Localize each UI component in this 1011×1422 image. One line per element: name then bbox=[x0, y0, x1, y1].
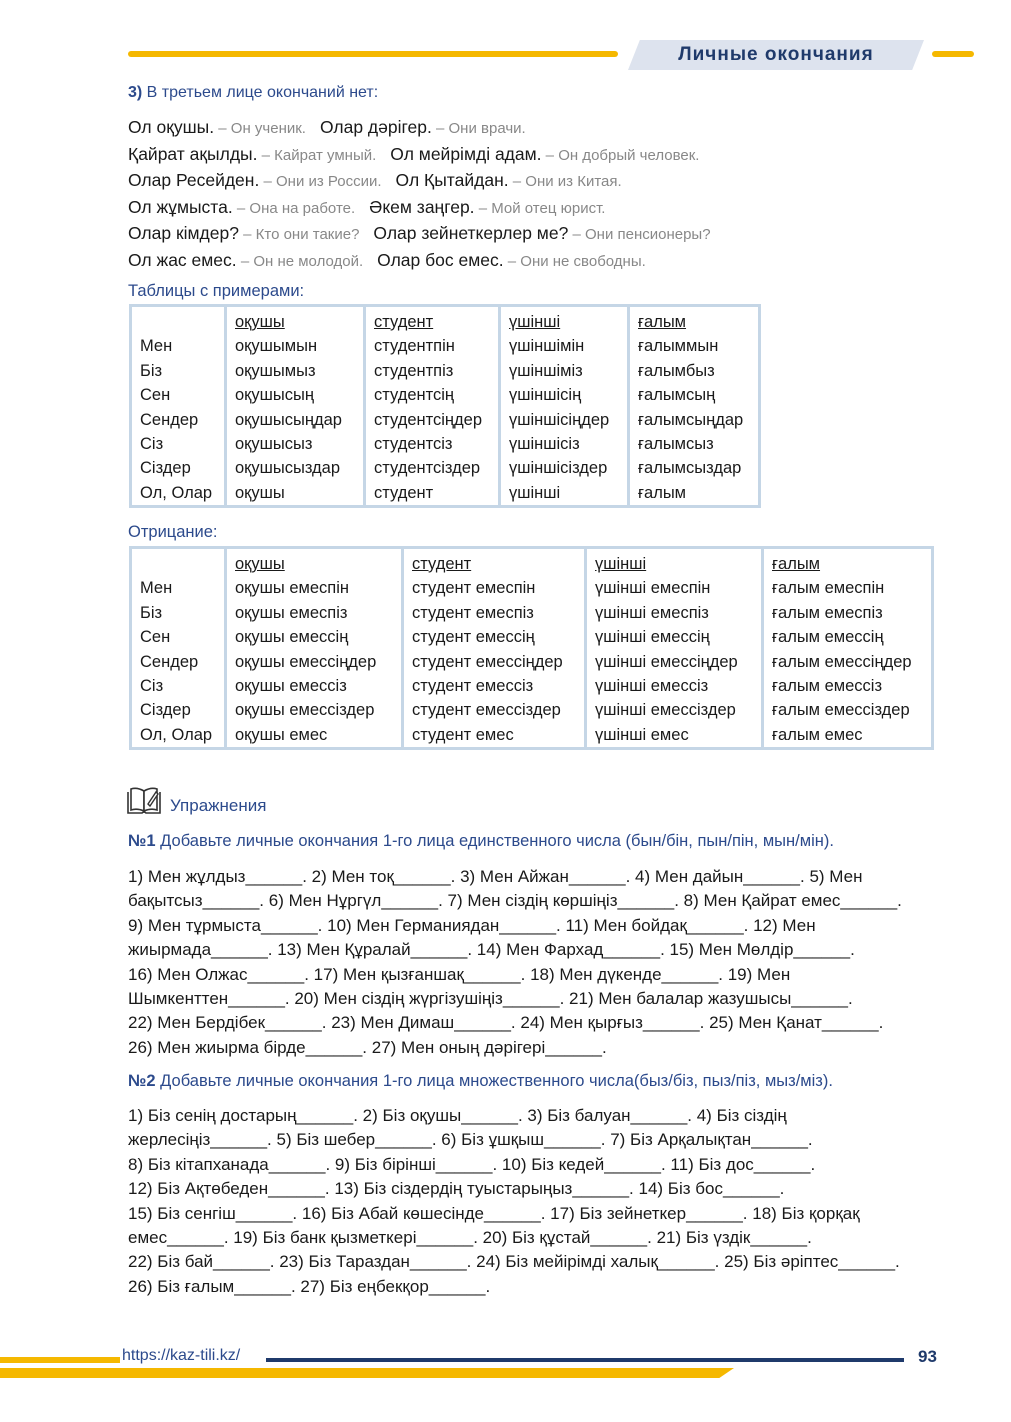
table-cell: студентсіздер bbox=[374, 459, 481, 478]
table-cell: Біз bbox=[140, 361, 163, 380]
table-cell: оқушы bbox=[235, 483, 285, 502]
table-cell: студентпін bbox=[374, 337, 455, 356]
table-cell: ғалым емес bbox=[772, 725, 863, 744]
column-header: оқушы bbox=[235, 313, 285, 331]
exercise-line: 9) Мен тұрмыста______. 10) Мен Германиядан______. 11) Мен бойдақ______. 12) Мен bbox=[128, 915, 816, 935]
table-cell: студентсіңдер bbox=[374, 410, 482, 429]
table-cell: студент емессің bbox=[412, 628, 535, 647]
negation-table bbox=[129, 546, 934, 750]
example-kz: Ол жұмыста. bbox=[128, 197, 233, 217]
word-column bbox=[763, 548, 933, 749]
table-cell: Біз bbox=[140, 603, 163, 622]
exercise-line: 22) Біз бай______. 23) Біз Тараздан______. 24) Біз мейірімді халық______. 25) Біз әріптес______. bbox=[128, 1252, 900, 1272]
task2-body bbox=[128, 1104, 928, 1299]
book-pencil-icon bbox=[126, 786, 162, 816]
exercises-title: Упражнения bbox=[170, 796, 267, 815]
example-kz: Олар дәрігер. bbox=[319, 117, 432, 137]
conjugation-table bbox=[129, 304, 761, 508]
task-number: №1 bbox=[128, 832, 156, 850]
table-cell: Сіз bbox=[140, 676, 164, 695]
table-cell: Сіздер bbox=[140, 459, 191, 478]
exercise-line: Шымкенттен______. 20) Мен сіздің жүргізушіңіз______. 21) Мен балалар жазушысы______. bbox=[128, 989, 853, 1009]
word-column bbox=[403, 548, 586, 749]
example-ru: – Он не молодой. bbox=[236, 253, 364, 270]
table-cell: Ол, Олар bbox=[140, 483, 213, 502]
example-kz: Олар кімдер? bbox=[128, 223, 239, 243]
table-cell: Сендер bbox=[140, 652, 199, 671]
table-cell: студентпіз bbox=[374, 361, 454, 380]
exercise-line: 16) Мен Олжас______. 17) Мен қызғаншақ______. 18) Мен дүкенде______. 19) Мен bbox=[128, 964, 791, 984]
example-line bbox=[128, 220, 711, 248]
word-column bbox=[500, 306, 629, 507]
table-cell: оқушы емессіздер bbox=[235, 701, 375, 720]
header-accent-line bbox=[128, 51, 618, 57]
table-cell: ғалым bbox=[638, 483, 687, 502]
table1-caption: Таблицы с примерами: bbox=[128, 282, 305, 300]
example-kz: Олар бос емес. bbox=[377, 250, 504, 270]
table-cell: оқушысың bbox=[235, 386, 314, 405]
example-line bbox=[128, 167, 622, 195]
table-cell: үшіншімін bbox=[509, 337, 585, 356]
task-text: Добавьте личные окончания 1-го лица множественного числа(быз/біз, пыз/піз, мыз/міз). bbox=[155, 1072, 833, 1090]
table-cell: оқушысыңдар bbox=[235, 410, 342, 429]
table-cell: оқушымын bbox=[235, 337, 318, 356]
example-kz: Ол жас емес. bbox=[128, 250, 237, 270]
table-cell: Мен bbox=[140, 337, 173, 356]
exercise-line: 1) Мен жұлдыз______. 2) Мен тоқ______. 3) Мен Айжан______. 4) Мен дайын______. 5) Мен bbox=[128, 867, 863, 886]
example-ru: – Мой отец юрист. bbox=[474, 200, 606, 217]
example-line bbox=[128, 114, 526, 142]
table-cell: студент емессіңдер bbox=[412, 652, 563, 671]
table-cell: оқушымыз bbox=[235, 361, 316, 380]
example-kz: Ол оқушы. bbox=[128, 117, 215, 137]
table2-caption: Отрицание: bbox=[128, 523, 218, 541]
example-ru: – Они пенсионеры? bbox=[568, 226, 711, 243]
example-kz: Қайрат ақылды. bbox=[128, 144, 258, 164]
example-kz: Ол мейрімді адам. bbox=[390, 144, 542, 164]
column-header: студент bbox=[374, 313, 434, 331]
table-cell: үшінші емеспіз bbox=[595, 603, 709, 622]
column-header: ғалым bbox=[638, 313, 687, 331]
exercise-line: жерлесіңіз______. 5) Біз шебер______. 6) Біз ұшқыш______. 7) Біз Арқалықтан______. bbox=[128, 1130, 813, 1150]
header-accent-tail bbox=[932, 51, 974, 57]
exercise-line: жиырмада______. 13) Мен Құралай______. 14) Мен Фархад______. 15) Мен Мөлдір______. bbox=[128, 940, 855, 960]
table-cell: үшіншісің bbox=[509, 386, 582, 405]
task1-heading bbox=[128, 832, 834, 851]
page-title: Личные окончания bbox=[678, 44, 874, 65]
example-line bbox=[128, 247, 646, 275]
example-line bbox=[128, 194, 605, 222]
table-cell: оқушы емеспіз bbox=[235, 603, 348, 622]
example-line bbox=[128, 141, 699, 169]
table-cell: үшіншісіз bbox=[509, 434, 580, 453]
table-cell: студент емессіз bbox=[412, 676, 534, 695]
exercise-line: 1) Біз сенің достарың______. 2) Біз оқушы______. 3) Біз балуан______. 4) Біз сіздің bbox=[128, 1106, 787, 1125]
exercise-line: 26) Мен жиырма бірде______. 27) Мен оның дәрігері______. bbox=[128, 1037, 607, 1057]
table-cell: үшінші емессіздер bbox=[595, 701, 736, 720]
column-header: ғалым bbox=[772, 555, 821, 573]
table-cell: ғалым емессіздер bbox=[772, 701, 910, 720]
table-cell: үшінші емессіз bbox=[595, 676, 709, 695]
footer-accent-bar bbox=[0, 1368, 734, 1378]
table-cell: ғалым емеспін bbox=[772, 579, 885, 598]
example-ru: – Он добрый человек. bbox=[541, 147, 700, 164]
table-cell: Ол, Олар bbox=[140, 725, 213, 744]
table-cell: студент емеспін bbox=[412, 579, 536, 598]
word-column bbox=[226, 548, 403, 749]
example-ru: – Они из России. bbox=[259, 173, 382, 190]
example-kz: Олар Ресейден. bbox=[128, 170, 260, 190]
table-cell: оқушысыздар bbox=[235, 459, 341, 478]
exercise-line: 8) Біз кітапханада______. 9) Біз бірінші______. 10) Біз кедей______. 11) Біз дос______. bbox=[128, 1154, 816, 1174]
table-cell: оқушы емеспін bbox=[235, 579, 349, 598]
exercise-line: 26) Біз ғалым______. 27) Біз еңбекқор______. bbox=[128, 1276, 491, 1296]
table-cell: ғалым емессің bbox=[772, 628, 884, 647]
table-cell: Сіз bbox=[140, 434, 164, 453]
example-ru: – Кайрат умный. bbox=[257, 147, 377, 164]
section-number: 3) bbox=[128, 84, 143, 101]
example-ru: – Они врачи. bbox=[431, 120, 526, 137]
table-cell: Сіздер bbox=[140, 701, 191, 720]
task2-heading bbox=[128, 1072, 833, 1091]
table-cell: студентсің bbox=[374, 386, 455, 405]
table-cell: үшінші bbox=[509, 483, 561, 502]
table-cell: оқушы емес bbox=[235, 725, 328, 744]
table-cell: ғалым емессіз bbox=[772, 676, 883, 695]
pronoun-column bbox=[131, 548, 226, 749]
column-header: оқушы bbox=[235, 555, 285, 573]
table-cell: ғалым емеспіз bbox=[772, 603, 883, 622]
table-cell: ғалымсыңдар bbox=[638, 410, 744, 429]
example-kz: Әкем заңгер. bbox=[369, 197, 475, 217]
table-cell: үшінші емессіңдер bbox=[595, 652, 738, 671]
example-kz: Ол Қытайдан. bbox=[395, 170, 509, 190]
table-cell: үшіншісіңдер bbox=[509, 410, 610, 429]
pronoun-column bbox=[131, 306, 226, 507]
example-ru: – Кто они такие? bbox=[238, 226, 360, 243]
exercise-line: емес______. 19) Біз банк қызметкері______. 20) Біз құстай______. 21) Біз үздік______. bbox=[128, 1228, 812, 1248]
table-cell: оқушы емессіңдер bbox=[235, 652, 377, 671]
word-column bbox=[586, 548, 763, 749]
column-header: студент bbox=[412, 555, 472, 573]
table-cell: оқушы емессің bbox=[235, 628, 349, 647]
table-cell: оқушы емессіз bbox=[235, 676, 347, 695]
footer-rule bbox=[266, 1358, 904, 1362]
table-cell: студент емеспіз bbox=[412, 603, 534, 622]
table-cell: Мен bbox=[140, 579, 173, 598]
table-cell: ғалыммын bbox=[638, 337, 719, 356]
word-column bbox=[365, 306, 500, 507]
word-column bbox=[629, 306, 760, 507]
example-kz: Олар зейнеткерлер ме? bbox=[373, 223, 569, 243]
table-cell: үшінші емес bbox=[595, 725, 689, 744]
table-cell: студент емессіздер bbox=[412, 701, 561, 720]
table-cell: ғалымсыздар bbox=[638, 459, 742, 478]
table-cell: ғалым емессіңдер bbox=[772, 652, 912, 671]
table-cell: Сен bbox=[140, 386, 171, 405]
exercise-line: 22) Мен Бердібек______. 23) Мен Димаш______. 24) Мен қырғыз______. 25) Мен Қанат______. bbox=[128, 1013, 884, 1033]
page-number: 93 bbox=[918, 1347, 937, 1366]
footer-link[interactable]: https://kaz-tili.kz/ bbox=[122, 1347, 241, 1364]
task-number: №2 bbox=[128, 1072, 156, 1090]
table-cell: студент bbox=[374, 483, 434, 502]
table-cell: үшіншісіздер bbox=[509, 459, 608, 478]
column-header: үшінші bbox=[509, 313, 561, 331]
exercise-line: бақытсыз______. 6) Мен Нұргүл______. 7) Мен сіздің көршіңіз______. 8) Мен Қайрат емес______. bbox=[128, 891, 902, 911]
table-cell: ғалымбыз bbox=[638, 361, 715, 380]
section-text: В третьем лице окончаний нет: bbox=[142, 84, 379, 101]
table-cell: ғалымсың bbox=[638, 386, 716, 405]
table-cell: студент емес bbox=[412, 725, 514, 744]
table-cell: Сендер bbox=[140, 410, 199, 429]
table-cell: үшіншіміз bbox=[509, 361, 583, 380]
footer-accent-left bbox=[0, 1357, 120, 1363]
table-cell: үшінші емессің bbox=[595, 628, 710, 647]
example-ru: – Она на работе. bbox=[232, 200, 356, 217]
table-cell: Сен bbox=[140, 628, 171, 647]
column-header: үшінші bbox=[595, 555, 647, 573]
table-cell: ғалымсыз bbox=[638, 434, 714, 453]
task-text: Добавьте личные окончания 1-го лица единственного числа (бын/бін, пын/пін, мын/мін). bbox=[155, 832, 834, 850]
table-cell: үшінші емеспін bbox=[595, 579, 711, 598]
word-column bbox=[226, 306, 365, 507]
table-cell: студентсіз bbox=[374, 434, 453, 453]
task1-body bbox=[128, 865, 928, 1060]
example-ru: – Они не свободны. bbox=[503, 253, 646, 270]
section-heading bbox=[128, 84, 378, 102]
table-cell: оқушысыз bbox=[235, 434, 313, 453]
exercise-line: 15) Біз сенгіш______. 16) Біз Абай көшесінде______. 17) Біз зейнеткер______. 18) Біз қорқақ bbox=[128, 1203, 860, 1223]
example-ru: – Они из Китая. bbox=[508, 173, 622, 190]
example-ru: – Он ученик. bbox=[214, 120, 306, 137]
exercise-line: 12) Біз Ақтөбеден______. 13) Біз сіздердің туыстарыңыз______. 14) Біз бос______. bbox=[128, 1179, 785, 1199]
